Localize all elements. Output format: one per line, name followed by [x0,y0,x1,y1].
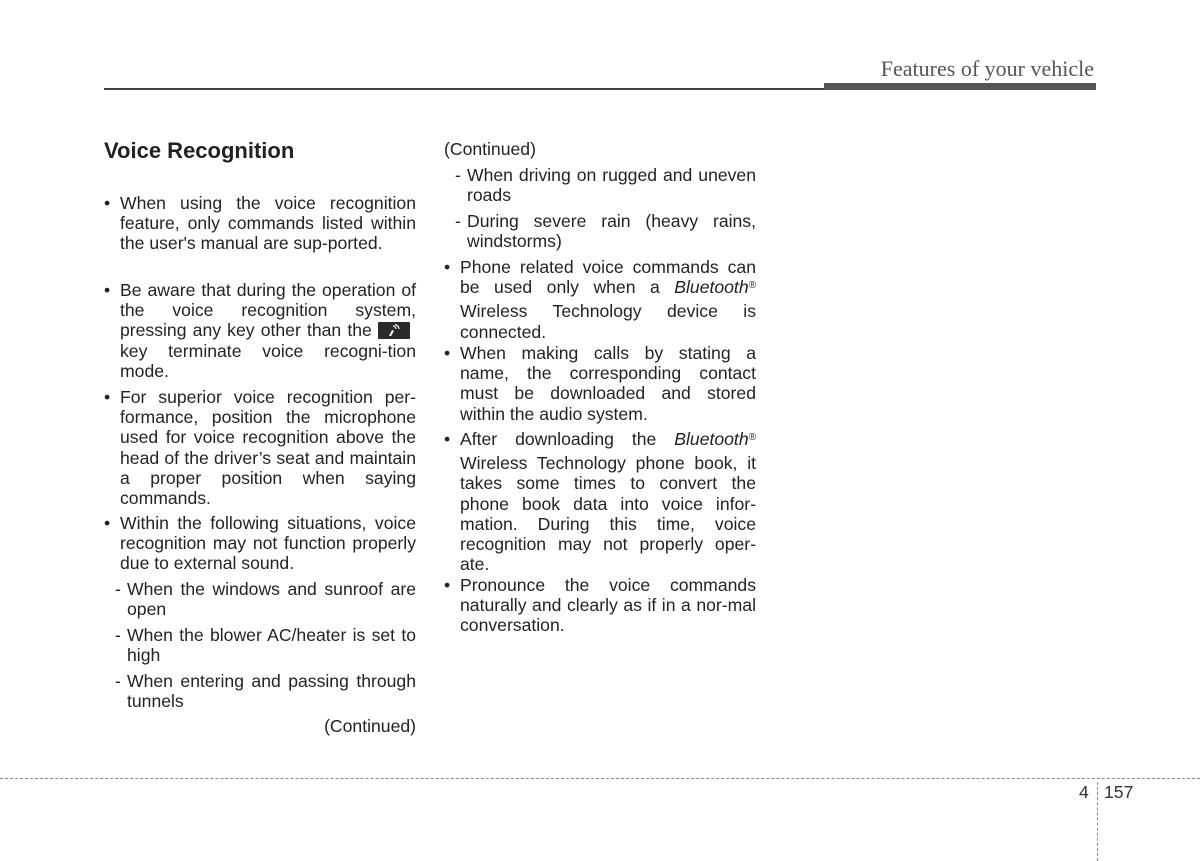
bluetooth-brand: Bluetooth [674,277,749,298]
bullet: • [104,193,111,213]
continued-label: (Continued) [324,716,416,736]
voice-talk-key-icon [378,322,410,339]
section-title: Features of your vehicle [880,56,1094,81]
list-item-text: Pronounce the voice commands naturally and clearly as if in a nor-mal conversation. [460,575,756,636]
bullet: • [444,429,451,449]
list-item-text [120,280,416,381]
page-heading: Voice Recognition [104,138,295,163]
list-item-text [460,257,756,342]
bullet: • [444,343,451,363]
sub-item [444,211,756,251]
bullet: • [104,387,111,407]
list-item [444,343,756,424]
list-item [104,193,416,254]
list-item [444,257,756,342]
bullet: • [104,513,111,533]
footer-vertical-divider [1097,782,1098,861]
dash: - [115,671,121,691]
list-item [104,280,416,381]
sub-item [104,579,416,619]
sub-item [104,625,416,665]
list-item-text-part: key terminate voice recogni-tion mode. [120,340,416,381]
list-item-text-part: After downloading the [460,429,657,449]
list-item-text: Within the following situations, voice recognition may not function properly due to external sound. [120,513,416,574]
bullet: • [444,575,451,595]
bullet: • [444,257,451,277]
sub-item-text: When entering and passing through tunnels [127,671,416,712]
list-item-text-part: Be aware that during the operation of the voice recognition system, pressing any key other than the [120,280,416,341]
dash: - [115,579,121,599]
list-item-text: For superior voice recognition per-formance, position the microphone used for voice recognition above the head of the driver’s seat and maintain a proper position when saying commands. [120,387,416,509]
list-item-text-part: Phone related voice commands can be used only when a [460,257,756,298]
registered-mark: ® [748,280,756,292]
list-item [104,513,416,574]
list-item [444,429,756,574]
list-item [444,575,756,636]
list-item-text: When making calls by stating a name, the corresponding contact must be downloaded and stored within the audio system. [460,343,756,424]
list-item-text-part: Wireless Technology device is connected. [460,301,756,342]
dash: - [115,625,121,645]
sub-item-text: When driving on rugged and uneven roads [467,165,756,206]
bullet: • [104,280,111,300]
dash: - [455,165,461,185]
registered-mark: ® [748,432,756,443]
list-item [104,387,416,508]
dash: - [455,211,461,231]
bluetooth-brand: Bluetooth [674,429,749,449]
page-section-number: 4 [1079,782,1089,802]
sub-item [444,165,756,205]
list-item-text [460,429,756,574]
header-rule-thick [824,83,1096,90]
continued-label: (Continued) [444,139,536,159]
list-item-text-part: Wireless Technology phone book, it takes some times to convert the phone book data into voice infor-mation. During this time, voice recognition may not properly oper-ate. [460,453,756,575]
header-rule [104,88,824,90]
footer-dashed-rule [0,778,1200,779]
sub-item-text: During severe rain (heavy rains, windstorms) [467,211,756,252]
list-item-text: When using the voice recognition feature, only commands listed within the user's manual are sup-ported. [120,193,416,254]
sub-item-text: When the windows and sunroof are open [127,579,416,620]
sub-item-text: When the blower AC/heater is set to high [127,625,416,666]
page-number: 157 [1104,782,1134,802]
sub-item [104,671,416,711]
